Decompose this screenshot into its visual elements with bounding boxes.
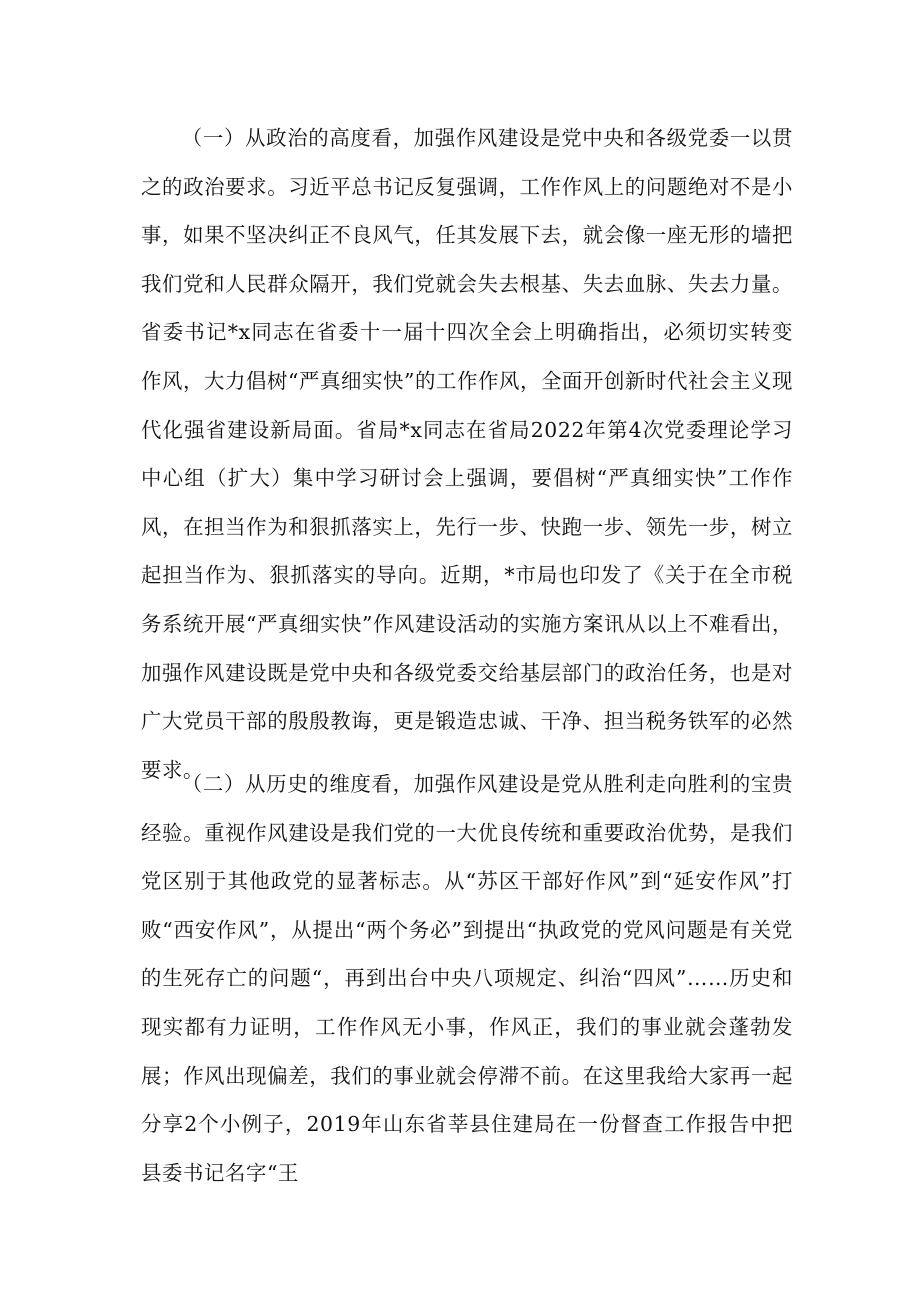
paragraph-political-height: （一）从政治的高度看，加强作风建设是党中央和各级党委一以贯之的政治要求。习近平总书记反复强调，工作作风上的问题绝对不是小事，如果不坚决纠正不良风气，任其发展下去，就会像一座无形的墙把我们党和人民群众隔开，我们党就会失去根基、失去血脉、失去力量。省委书记*x同志在省委十一届十四次全会上明确指出，必须切实转变作风，大力倡树“严真细实快”的工作作风，全面开创新时代社会主义现代化强省建设新局面。省局*x同志在省局2022年第4次党委理论学习中心组（扩大）集中学习研讨会上强调，要倡树“严真细实快”工作作风，在担当作为和狠抓落实上，先行一步、快跑一步、领先一步，树立起担当作为、狠抓落实的导向。近期，*市局也印发了《关于在全市税务系统开展“严真细实快”作风建设活动的实施方案讯从以上不难看出，加强作风建设既是党中央和各级党委交给基层部门的政治任务，也是对广大党员干部的殷殷教诲，更是锻造忠诚、干净、担当税务铁军的必然要求。 [141,126,793,782]
paragraph-historical-dimension: （二）从历史的维度看，加强作风建设是党从胜利走向胜利的宝贵经验。重视作风建设是我们党的一大优良传统和重要政治优势，是我们党区别于其他政党的显著标志。从“苏区干部好作风”到“延安作风”打败“西安作风”，从提出“两个务必”到提出“执政党的党风问题是有关党的生死存亡的问题“，再到出台中央八项规定、纠治“四风”……历史和现实都有力证明，工作作风无小事，作风正，我们的事业就会蓬勃发展；作风出现偏差，我们的事业就会停滞不前。在这里我给大家再一起分享2个小例子，2019年山东省莘县住建局在一份督查工作报告中把县委书记名字“王 [141,772,793,1185]
